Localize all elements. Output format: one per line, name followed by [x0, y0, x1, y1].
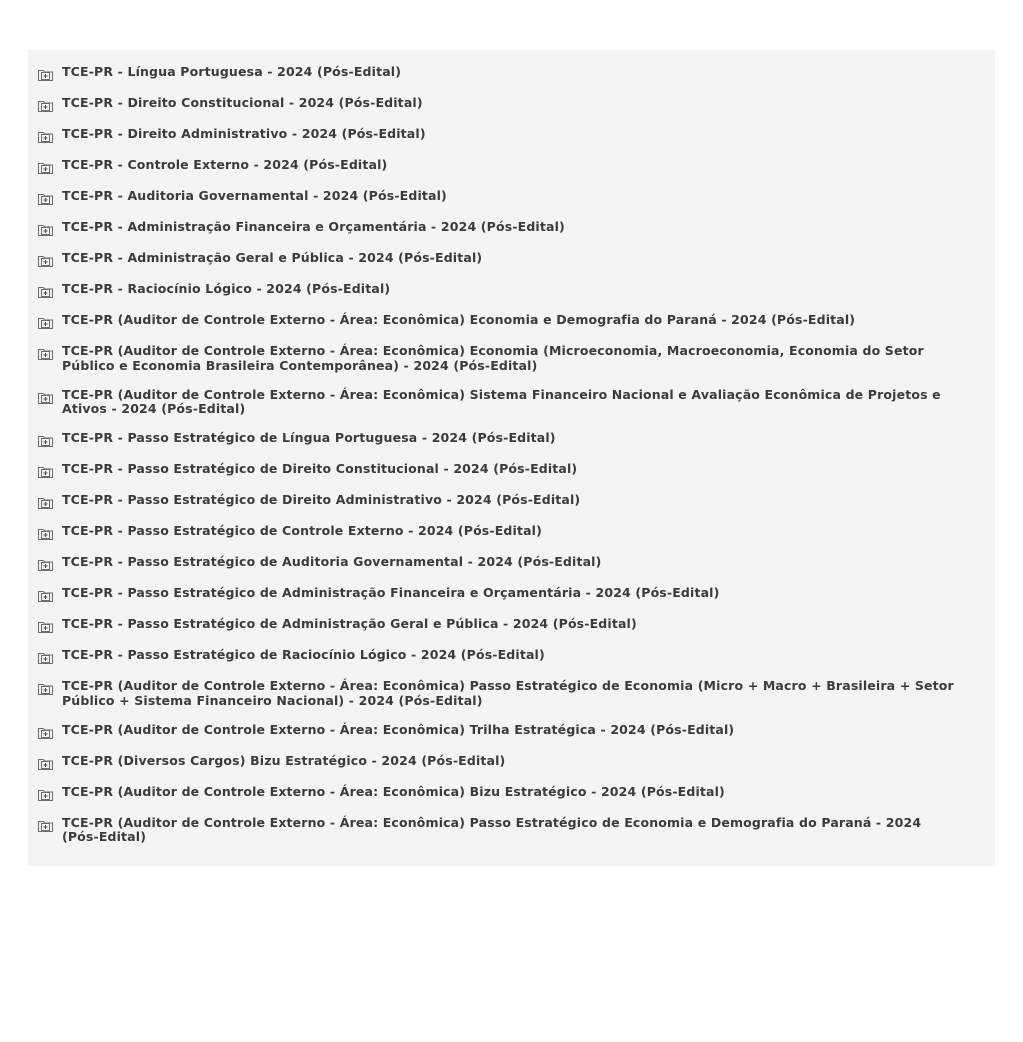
- list-item[interactable]: [28, 778, 995, 809]
- list-item[interactable]: [28, 151, 995, 182]
- course-title: TCE-PR (Auditor de Controle Externo - Área: Econômica) Economia e Demografia do Paraná - 2024 (Pós-Edital): [62, 312, 856, 327]
- expand-plus-folder-icon[interactable]: [38, 557, 53, 572]
- list-item[interactable]: [28, 610, 995, 641]
- course-title: TCE-PR - Passo Estratégico de Administração Financeira e Orçamentária - 2024 (Pós-Edital): [62, 585, 720, 600]
- list-item[interactable]: [28, 337, 995, 381]
- course-title: TCE-PR - Direito Constitucional - 2024 (Pós-Edital): [62, 95, 423, 110]
- course-title: TCE-PR (Auditor de Controle Externo - Área: Econômica) Passo Estratégico de Economia (Micro + Macro + Brasileira + Setor Público + Sistema Financeiro Nacional) - 2024 (Pós-Edital): [62, 678, 954, 708]
- expand-plus-folder-icon[interactable]: [38, 787, 53, 802]
- expand-plus-folder-icon[interactable]: [38, 464, 53, 479]
- list-item[interactable]: [28, 747, 995, 778]
- course-title: TCE-PR (Auditor de Controle Externo - Área: Econômica) Passo Estratégico de Economia e Demografia do Paraná - 2024 (Pós-Edital): [62, 814, 922, 845]
- expand-plus-folder-icon[interactable]: [38, 681, 53, 696]
- course-title: TCE-PR (Auditor de Controle Externo - Área: Econômica) Sistema Financeiro Nacional e Avaliação Econômica de Projetos e Ativos - 2024 (Pós-Edital): [62, 386, 941, 417]
- list-item[interactable]: [28, 244, 995, 275]
- expand-plus-folder-icon[interactable]: [38, 756, 53, 771]
- list-item[interactable]: [28, 579, 995, 610]
- list-item[interactable]: [28, 306, 995, 337]
- list-item[interactable]: [28, 809, 995, 853]
- course-title: TCE-PR - Auditoria Governamental - 2024 (Pós-Edital): [62, 188, 447, 203]
- course-list: [28, 50, 995, 866]
- expand-plus-folder-icon[interactable]: [38, 495, 53, 510]
- list-item[interactable]: [28, 455, 995, 486]
- list-item[interactable]: [28, 381, 995, 425]
- expand-plus-folder-icon[interactable]: [38, 818, 53, 833]
- course-title: TCE-PR - Passo Estratégico de Direito Administrativo - 2024 (Pós-Edital): [62, 492, 581, 507]
- course-title: TCE-PR - Passo Estratégico de Direito Constitucional - 2024 (Pós-Edital): [62, 461, 578, 476]
- list-item[interactable]: [28, 517, 995, 548]
- expand-plus-folder-icon[interactable]: [38, 284, 53, 299]
- expand-plus-folder-icon[interactable]: [38, 588, 53, 603]
- course-title: TCE-PR - Administração Financeira e Orçamentária - 2024 (Pós-Edital): [62, 219, 565, 234]
- course-list-panel: [28, 50, 995, 866]
- list-item[interactable]: [28, 275, 995, 306]
- course-title: TCE-PR - Passo Estratégico de Raciocínio Lógico - 2024 (Pós-Edital): [62, 647, 545, 662]
- course-title: TCE-PR (Diversos Cargos) Bizu Estratégico - 2024 (Pós-Edital): [62, 752, 506, 768]
- course-title: TCE-PR - Raciocínio Lógico - 2024 (Pós-Edital): [62, 281, 391, 296]
- list-item[interactable]: [28, 548, 995, 579]
- course-title: TCE-PR - Passo Estratégico de Língua Portuguesa - 2024 (Pós-Edital): [62, 430, 556, 445]
- course-title: TCE-PR - Direito Administrativo - 2024 (Pós-Edital): [62, 126, 426, 141]
- expand-plus-folder-icon[interactable]: [38, 98, 53, 113]
- expand-plus-folder-icon[interactable]: [38, 390, 53, 405]
- course-title: TCE-PR (Auditor de Controle Externo - Área: Econômica) Trilha Estratégica - 2024 (Pós-Edital): [62, 721, 735, 737]
- expand-plus-folder-icon[interactable]: [38, 526, 53, 541]
- list-item[interactable]: [28, 641, 995, 672]
- expand-plus-folder-icon[interactable]: [38, 222, 53, 237]
- expand-plus-folder-icon[interactable]: [38, 253, 53, 268]
- expand-plus-folder-icon[interactable]: [38, 160, 53, 175]
- expand-plus-folder-icon[interactable]: [38, 191, 53, 206]
- list-item[interactable]: [28, 424, 995, 455]
- list-item[interactable]: [28, 213, 995, 244]
- expand-plus-folder-icon[interactable]: [38, 129, 53, 144]
- course-title: TCE-PR - Passo Estratégico de Controle Externo - 2024 (Pós-Edital): [62, 523, 542, 538]
- list-item[interactable]: [28, 672, 995, 716]
- expand-plus-folder-icon[interactable]: [38, 346, 53, 361]
- list-item[interactable]: [28, 58, 995, 89]
- course-title: TCE-PR (Auditor de Controle Externo - Área: Econômica) Economia (Microeconomia, Macroeconomia, Economia do Setor Público e Economia Brasileira Contemporânea) - 2024 (Pós-Edital): [62, 343, 924, 373]
- expand-plus-folder-icon[interactable]: [38, 650, 53, 665]
- expand-plus-folder-icon[interactable]: [38, 315, 53, 330]
- course-title: TCE-PR - Passo Estratégico de Administração Geral e Pública - 2024 (Pós-Edital): [62, 616, 637, 631]
- course-title: TCE-PR - Língua Portuguesa - 2024 (Pós-Edital): [62, 64, 402, 79]
- list-item[interactable]: [28, 486, 995, 517]
- expand-plus-folder-icon[interactable]: [38, 619, 53, 634]
- course-title: TCE-PR - Passo Estratégico de Auditoria Governamental - 2024 (Pós-Edital): [62, 554, 602, 569]
- list-item[interactable]: [28, 182, 995, 213]
- list-item[interactable]: [28, 120, 995, 151]
- expand-plus-folder-icon[interactable]: [38, 67, 53, 82]
- list-item[interactable]: [28, 89, 995, 120]
- course-title: TCE-PR - Administração Geral e Pública - 2024 (Pós-Edital): [62, 250, 483, 265]
- expand-plus-folder-icon[interactable]: [38, 433, 53, 448]
- course-title: TCE-PR - Controle Externo - 2024 (Pós-Edital): [62, 157, 388, 172]
- expand-plus-folder-icon[interactable]: [38, 725, 53, 740]
- list-item[interactable]: [28, 716, 995, 747]
- course-title: TCE-PR (Auditor de Controle Externo - Área: Econômica) Bizu Estratégico - 2024 (Pós-Edital): [62, 783, 725, 799]
